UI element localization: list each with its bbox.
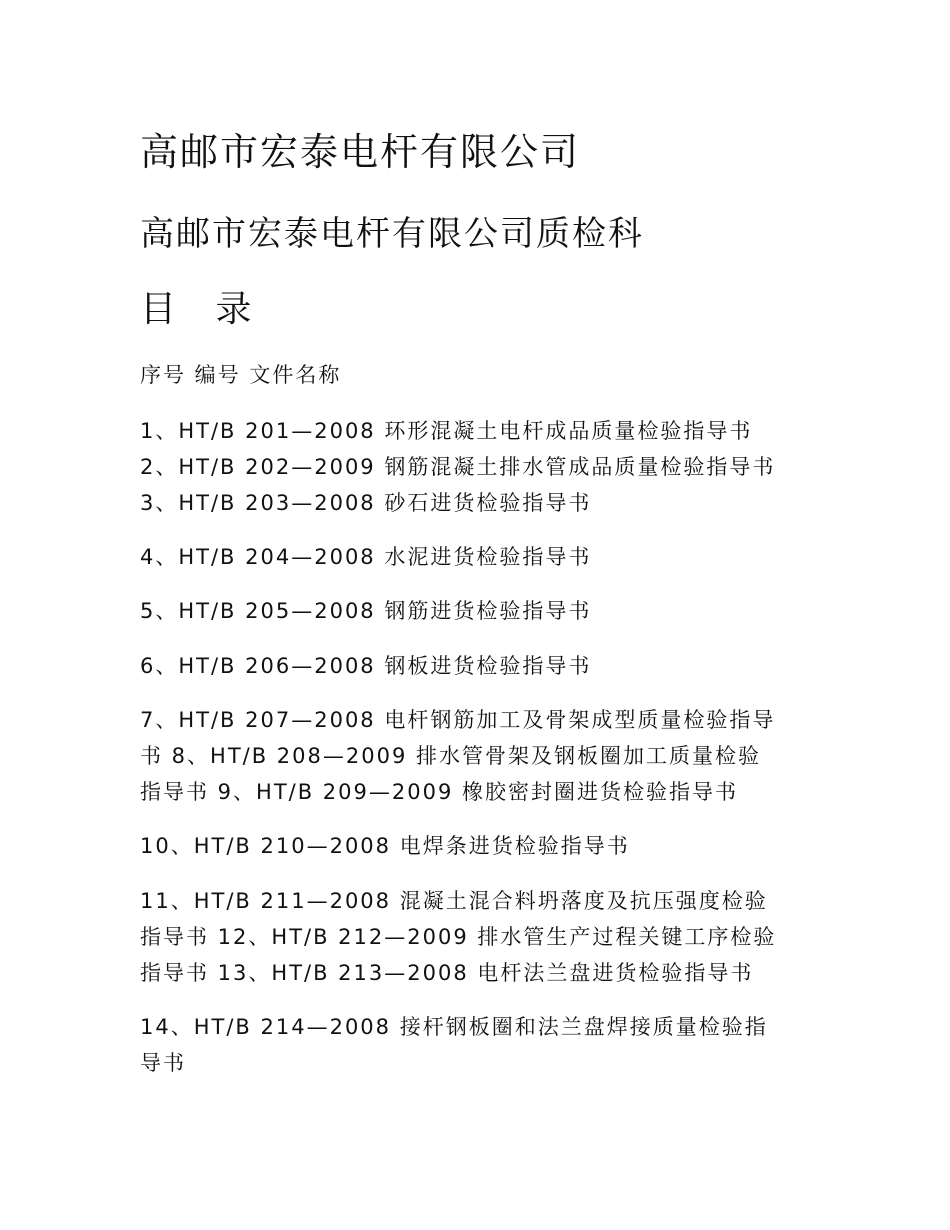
- toc-entry-line: 指导书 9、HT/B 209—2009 橡胶密封圈进货检验指导书: [140, 780, 739, 804]
- toc-entry-line: 3、HT/B 203—2008 砂石进货检验指导书: [140, 491, 592, 515]
- toc-heading: 目 录: [140, 289, 266, 330]
- toc-entry-block: [140, 648, 830, 684]
- toc-entry-block: [140, 413, 830, 521]
- toc-entry-line: 指导书 13、HT/B 213—2008 电杆法兰盘进货检验指导书: [140, 961, 754, 985]
- company-title: 高邮市宏泰电杆有限公司: [140, 130, 581, 174]
- toc-entry-line: 指导书 12、HT/B 212—2009 排水管生产过程关键工序检验: [140, 925, 777, 949]
- toc-entry-line: 6、HT/B 206—2008 钢板进货检验指导书: [140, 654, 592, 678]
- toc-entry-block: [140, 593, 830, 629]
- toc-column-header: 序号 编号 文件名称: [140, 363, 342, 387]
- toc-entry-line: 14、HT/B 214—2008 接杆钢板圈和法兰盘焊接质量检验指: [140, 1015, 768, 1039]
- toc-entry-line: 11、HT/B 211—2008 混凝土混合料坍落度及抗压强度检验: [140, 889, 768, 913]
- toc-entry-line: 10、HT/B 210—2008 电焊条进货检验指导书: [140, 834, 630, 858]
- toc-entry-block: [140, 702, 830, 810]
- toc-entry-block: [140, 883, 830, 991]
- toc-entry-line: 导书: [140, 1051, 186, 1075]
- toc-entry-line: 2、HT/B 202—2009 钢筋混凝土排水管成品质量检验指导书: [140, 455, 776, 479]
- toc-entry-line: 7、HT/B 207—2008 电杆钢筋加工及骨架成型质量检验指导: [140, 708, 776, 732]
- toc-entry-block: [140, 828, 830, 864]
- department-title: 高邮市宏泰电杆有限公司质检科: [140, 214, 644, 254]
- toc-entry-block: [140, 1009, 830, 1081]
- toc-entry-line: 书 8、HT/B 208—2009 排水管骨架及钢板圈加工质量检验: [140, 744, 762, 768]
- toc-entry-line: 4、HT/B 204—2008 水泥进货检验指导书: [140, 545, 592, 569]
- toc-entry-line: 5、HT/B 205—2008 钢筋进货检验指导书: [140, 599, 592, 623]
- toc-entry-line: 1、HT/B 201—2008 环形混凝土电杆成品质量检验指导书: [140, 419, 753, 443]
- toc-entry-block: [140, 539, 830, 575]
